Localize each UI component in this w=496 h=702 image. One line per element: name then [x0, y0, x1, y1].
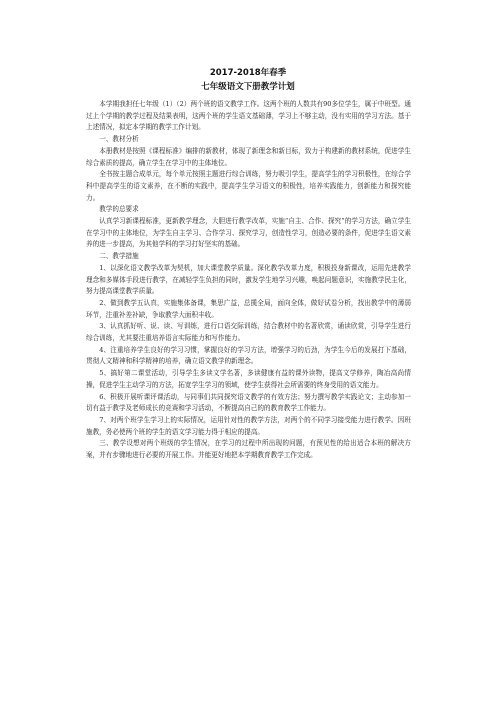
measure-item-1: 1、以深化语文教学改革为契机，加大课堂教学质量。深化教学改革力度，积极投身新课改，运用先进教学理念和多媒体手段进行教学，在减轻学生负担的同时，激发学生地学习兴趣，唤起问题意识，实施教学民主化，努力提高课堂教学质量。 [86, 263, 411, 296]
body-paragraph: 本册教材是按照《课程标准》编排的新教材，体现了新理念和新目标，致力于构建新的教材系统，促进学生综合素质的提高，确立学生在学习中的主体地位。 [86, 146, 411, 167]
document-title: 2017-2018年春季 [209, 68, 287, 78]
section-heading-textbook-analysis: 一、教材分析 [99, 135, 139, 144]
body-paragraph: 全书按主题合成单元，每个单元按照主题进行综合训练，努力吸引学生，提高学生的学习积极性，在综合学科中提高学生的语文素养，在不断的实践中，提高学生学习语文的积极性，培养实践能力，创新能力和探究能力。 [86, 170, 411, 202]
section-heading-teaching-measures: 二、教学措施 [99, 252, 139, 261]
measure-item-6: 6、积极开展听课评课活动，与同事们共同探究语文教学的有效方法；努力撰写教学实践论文；主动参加一切有益于教学及老师成长的竞赛和学习活动，不断提高自己的的教育教学工作能力。 [86, 392, 411, 413]
intro-paragraph: 本学期我担任七年级（1）（2）两个班的语文教学工作。这两个班的人数共有90多位学生，属于中班型。通过上个学期的教学过程及结果表明，这两个班的学生语文基础薄，学习上不够主动，没有实用的学习方法。基于上述情况，拟定本学期的教学工作计划。 [86, 100, 411, 132]
subheading-general-requirements: 教学的总要求 [99, 205, 139, 214]
body-paragraph: 认真学习新课程标准，更新教学理念，大胆进行教学改革，实施“自主、合作、探究”的学习方法，确立学生在学习中的主体地位，为学生自主学习、合作学习、探究学习，创造性学习，创造必要的条件，促进学生语文素养的进一步提高，为其他学科的学习打好坚实的基础。 [86, 217, 411, 249]
measure-item-4: 4、注重培养学生良好的学习习惯，掌握良好的学习方法，增强学习的后劲，为学生今后的发展打下基础，贯彻人文精神和科学精神的培养，确立语文教学的新理念。 [86, 345, 411, 366]
section-three-teaching-plan: 三、教学设想对两个班级的学生情况，在学习的过程中所出现的问题，有预见性的给出适合本班的解决方案，并有步骤地进行必要的开展工作。并能更好地把本学期教育教学工作完成。 [86, 439, 411, 460]
document-body [86, 99, 411, 462]
document-subtitle: 七年级语文下册教学计划 [201, 82, 295, 92]
measure-item-5: 5、搞好第二课堂活动，引导学生多读文学名著，多读健康有益的课外读物，提高文学修养，陶冶高尚情操，促进学生主动学习的方法，拓宽学生学习的领域，使学生获得社会所需要的终身受用的语文能力。 [86, 369, 411, 389]
measure-item-2: 2、做到教学五认真，实施集体备课，集思广益，总揽全局，面向全体，做好试卷分析，找出教学中的薄弱环节，注重补差补缺，争取教学大面积丰收。 [86, 298, 411, 319]
measure-item-3: 3、认真抓好听、说、读、写训练，进行口语交际训练，结合教材中的名著欣赏，诵读欣赏，引导学生进行综合训练，尤其要注重培养语言实际能力和写作能力。 [86, 322, 411, 343]
measure-item-7: 7、对两个班学生学习上的实际情况，运用针对性的教学方法，对两个的不同学习接受能力进行教学。因班施教，务必使两个班的学生的语文学习能力得于相应的提高。 [86, 415, 411, 436]
